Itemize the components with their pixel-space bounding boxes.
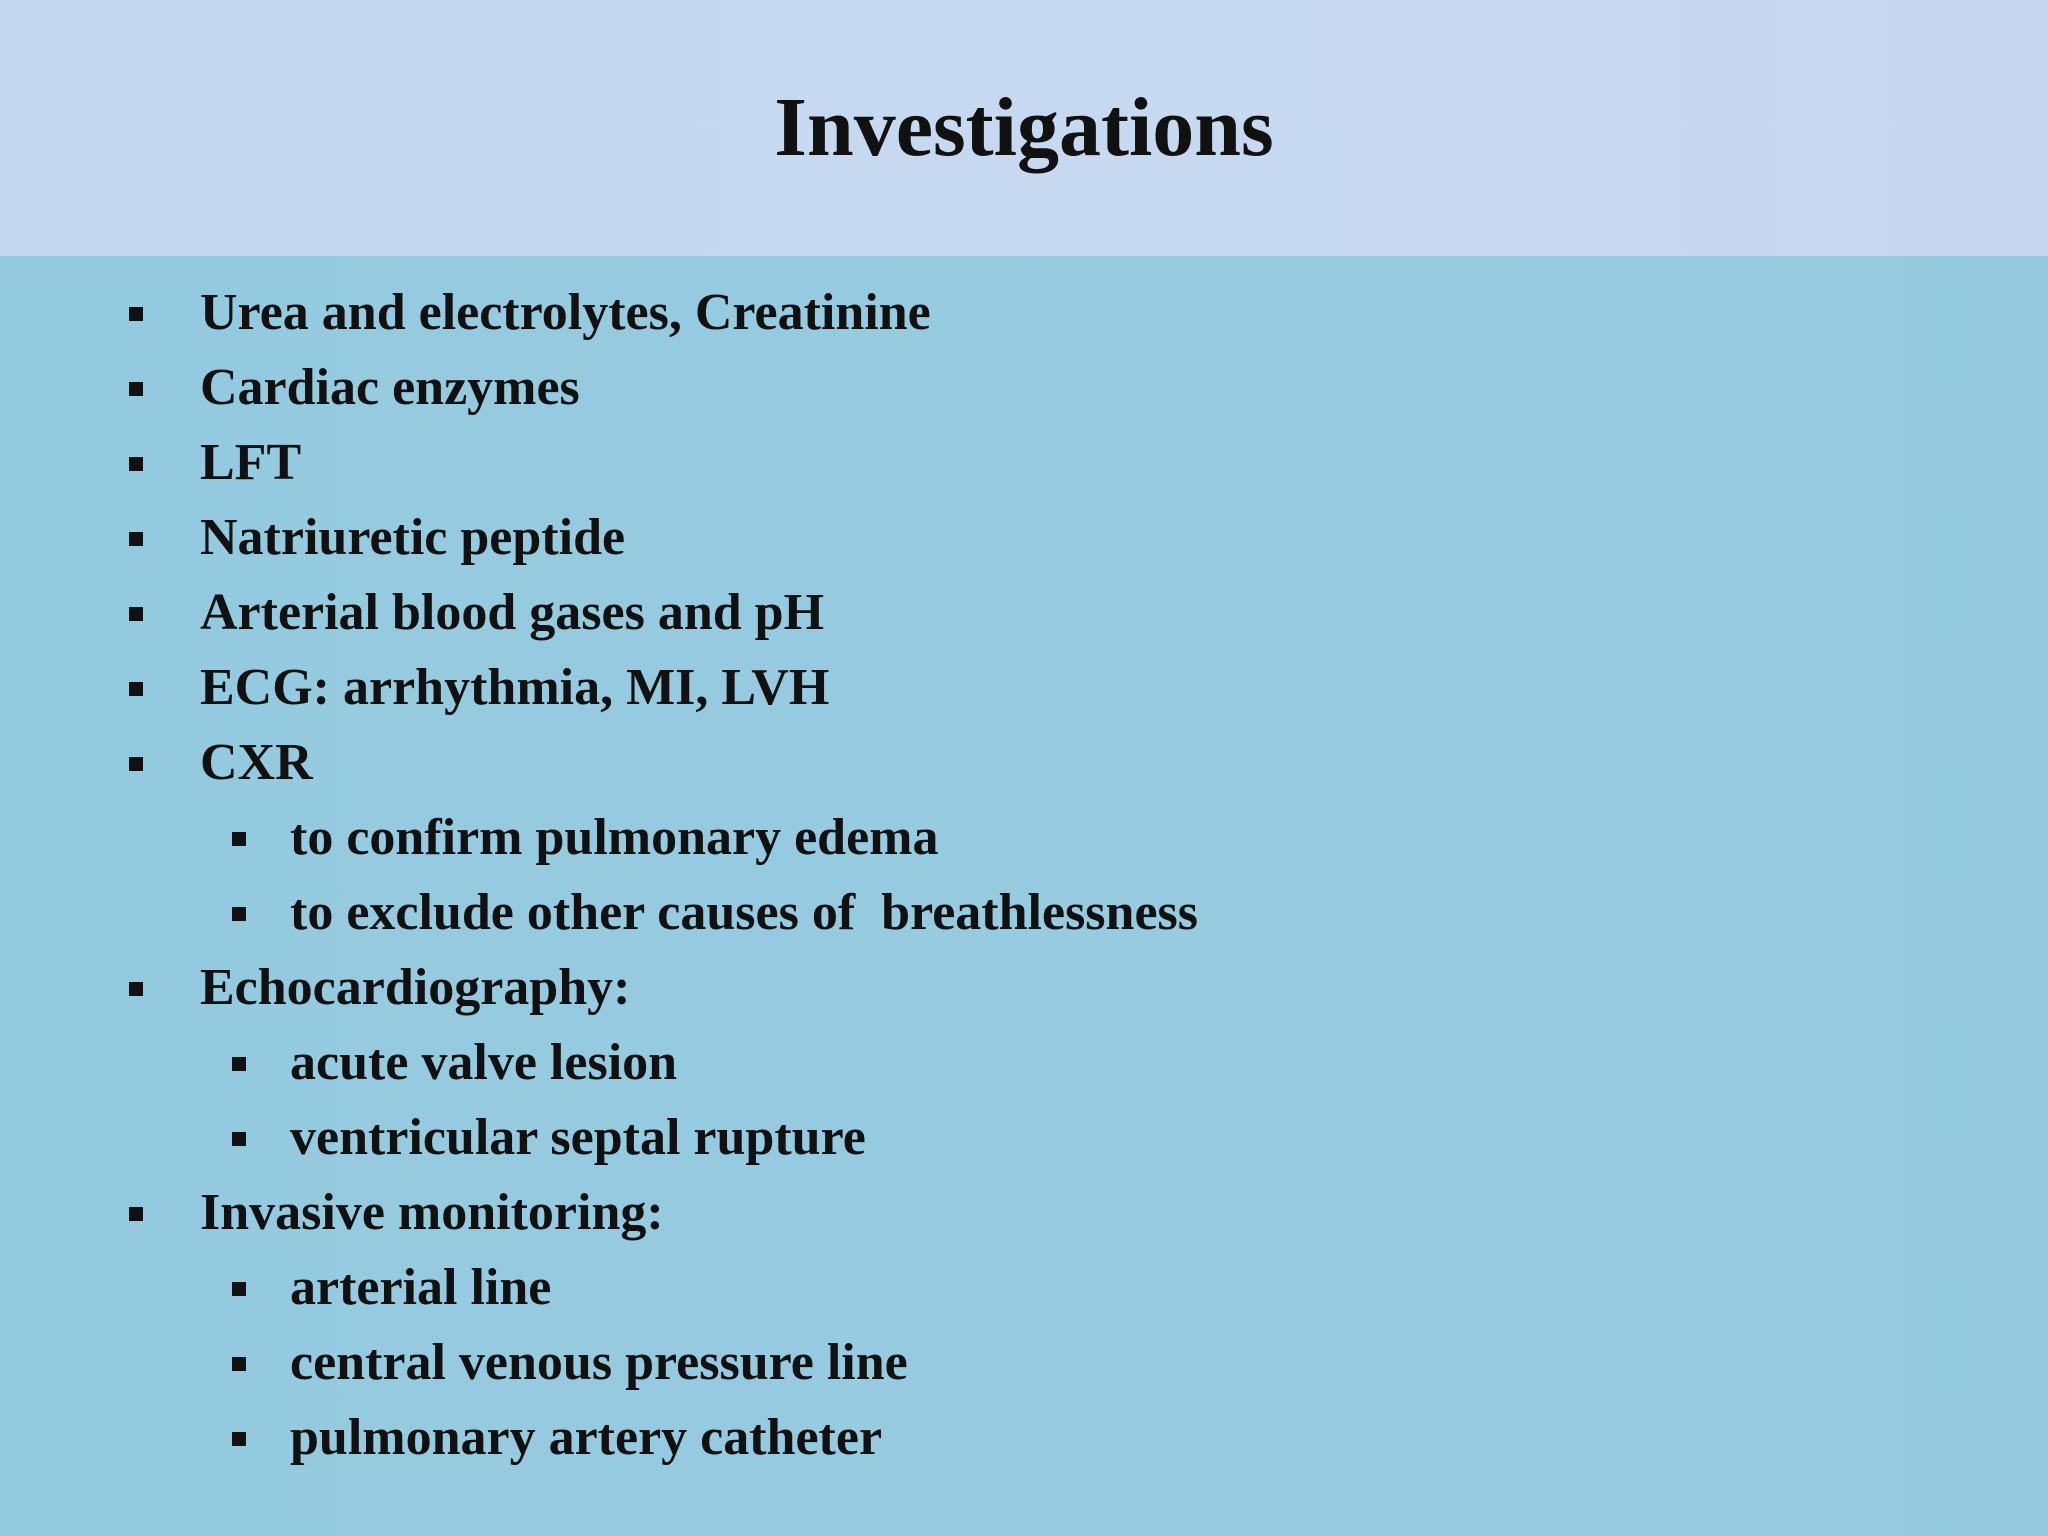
sub-list-item-text: central venous pressure line xyxy=(290,1334,908,1391)
list-item xyxy=(0,275,1400,350)
square-bullet-icon xyxy=(129,682,143,696)
square-bullet-icon xyxy=(129,982,143,996)
sub-list-item-text: arterial line xyxy=(290,1259,552,1316)
sub-list-item xyxy=(0,800,1400,875)
square-bullet-icon xyxy=(129,1207,143,1221)
sub-list-item-text: ventricular septal rupture xyxy=(290,1109,866,1166)
list-item xyxy=(0,950,1400,1025)
list-item xyxy=(0,425,1400,500)
square-bullet-icon xyxy=(232,1132,246,1146)
sub-list-item xyxy=(0,1325,1400,1400)
square-bullet-icon xyxy=(232,1282,246,1296)
sub-list-item xyxy=(0,875,1400,950)
list-item-text: Invasive monitoring: xyxy=(200,1184,664,1241)
square-bullet-icon xyxy=(129,457,143,471)
list-item xyxy=(0,1175,1400,1250)
list-item xyxy=(0,650,1400,725)
list-item-text: Echocardiography: xyxy=(200,959,631,1016)
square-bullet-icon xyxy=(232,832,246,846)
sub-list-item-text: to exclude other causes of breathlessness xyxy=(290,884,1199,941)
square-bullet-icon xyxy=(232,1057,246,1071)
sub-list-item xyxy=(0,1100,1400,1175)
square-bullet-icon xyxy=(129,757,143,771)
sub-list-item xyxy=(0,1025,1400,1100)
square-bullet-icon xyxy=(232,1357,246,1371)
sub-list-item-text: to confirm pulmonary edema xyxy=(290,809,939,866)
square-bullet-icon xyxy=(129,532,143,546)
square-bullet-icon xyxy=(129,307,143,321)
sub-list-item xyxy=(0,1250,1400,1325)
sub-list-item-text: pulmonary artery catheter xyxy=(290,1409,883,1466)
square-bullet-icon xyxy=(129,607,143,621)
list-item xyxy=(0,500,1400,575)
list-item-text: Cardiac enzymes xyxy=(200,359,580,416)
list-item-text: Urea and electrolytes, Creatinine xyxy=(200,284,931,341)
list-item-text: ECG: arrhythmia, MI, LVH xyxy=(200,659,830,716)
slide-title: Investigations xyxy=(774,81,1274,174)
list-item-text: CXR xyxy=(200,734,313,791)
list-item xyxy=(0,575,1400,650)
square-bullet-icon xyxy=(232,1432,246,1446)
list-item-text: Natriuretic peptide xyxy=(200,509,626,566)
list-item xyxy=(0,350,1400,425)
sub-list-item xyxy=(0,1400,1400,1475)
list-item xyxy=(0,725,1400,800)
list-item-text: LFT xyxy=(200,434,302,491)
list-item-text: Arterial blood gases and pH xyxy=(200,584,825,641)
square-bullet-icon xyxy=(232,907,246,921)
sub-list-item-text: acute valve lesion xyxy=(290,1034,678,1091)
square-bullet-icon xyxy=(129,382,143,396)
